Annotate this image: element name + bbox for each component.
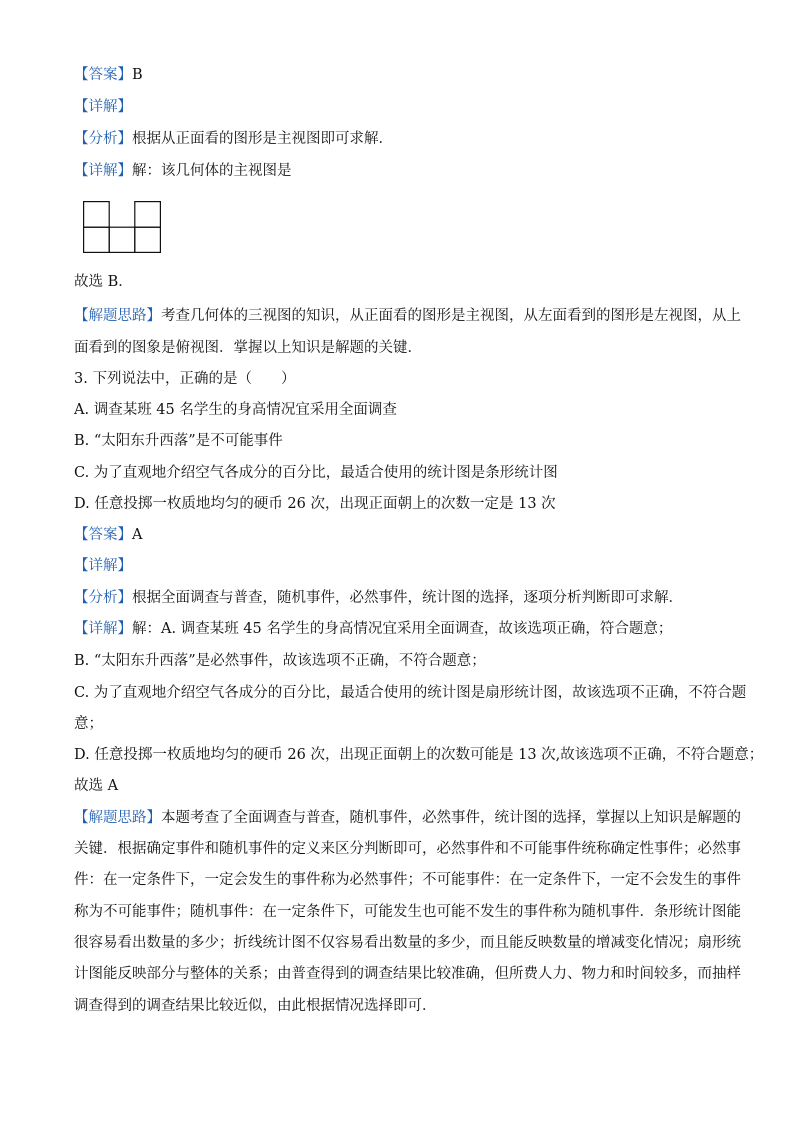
analysis-text: 根据全面调查与普查，随机事件，必然事件，统计图的选择，逐项分析判断即可求解． <box>132 590 683 606</box>
idea-tag: 【解题思路】 <box>74 308 161 324</box>
idea-line-2-0 <box>74 808 741 828</box>
bottom-left-square <box>84 227 110 252</box>
option-d: D. 任意投掷一枚质地均匀的硬币 26 次，出现正面朝上的次数一定是 13 次 <box>74 496 556 512</box>
choice-line-1: 故选 B． <box>74 274 133 290</box>
detail-line-2b: B. “太阳东升西落”是必然事件，故该选项不正确，不符合题意； <box>74 653 486 669</box>
idea-line-2-1: 关键．根据确定事件和随机事件的定义来区分判断即可，必然事件和不可能事件统称确定性事件；必然事 <box>74 841 741 857</box>
analysis-tag: 【分析】 <box>74 590 132 606</box>
question-stem: 3. 下列说法中，正确的是（ ） <box>74 371 296 387</box>
analysis-line-2 <box>74 588 683 608</box>
bottom-middle-square <box>109 227 135 252</box>
answer-line-2 <box>74 525 142 545</box>
choice-line-2: 故选 A <box>74 778 119 794</box>
detail-line-2c: C. 为了直观地介绍空气各成分的百分比，最适合使用的统计图是扇形统计图，故该选项不正确，不符合题 <box>74 685 747 701</box>
option-c: C. 为了直观地介绍空气各成分的百分比，最适合使用的统计图是条形统计图 <box>74 465 558 481</box>
idea-text: 本题考查了全面调查与普查，随机事件，必然事件，统计图的选择，掌握以上知识是解题的 <box>161 810 741 826</box>
detail-tag: 【详解】 <box>74 163 132 179</box>
idea-line-2-5: 计图能反映部分与整体的关系；由普查得到的调查结果比较准确，但所费人力、物力和时间较多，而抽样 <box>74 966 741 982</box>
detail-text: 解：该几何体的主视图是 <box>132 163 292 179</box>
option-a: A. 调查某班 45 名学生的身高情况宜采用全面调查 <box>74 402 397 418</box>
top-right-square <box>135 202 161 228</box>
idea-line-2-3: 称为不可能事件；随机事件：在一定条件下，可能发生也可能不发生的事件称为随机事件．条形统计图能 <box>74 904 741 920</box>
idea-line-2-6: 调查得到的调查结果比较近似，由此根据情况选择即可． <box>74 998 437 1014</box>
detail-line-2d: D. 任意投掷一枚质地均匀的硬币 26 次，出现正面朝上的次数可能是 13 次,故该选项不正确，不符合题意； <box>74 747 764 763</box>
detail-line-2c-cont: 意； <box>74 716 103 732</box>
detail-header: 【详解】 <box>74 558 132 574</box>
detail-text: 解：A. 调查某班 45 名学生的身高情况宜采用全面调查，故该选项正确，符合题意； <box>132 621 673 637</box>
idea-line-2-4: 很容易看出数量的多少；折线统计图不仅容易看出数量的多少，而且能反映数量的增减变化情况；扇形统 <box>74 935 741 951</box>
idea-tag: 【解题思路】 <box>74 810 161 826</box>
idea-line-2-2: 件：在一定条件下，一定会发生的事件称为必然事件；不可能事件：在一定条件下，一定不会发生的事件 <box>74 872 741 888</box>
answer-line-1 <box>74 65 143 85</box>
detail-line-2a <box>74 619 672 639</box>
idea-line-1b: 面看到的图象是俯视图．掌握以上知识是解题的关键． <box>74 340 422 356</box>
answer-value: A <box>132 527 143 543</box>
idea-text: 考查几何体的三视图的知识，从正面看的图形是主视图，从左面看到的图形是左视图，从上 <box>161 308 741 324</box>
detail-tag: 【详解】 <box>74 621 132 637</box>
detail-header: 【详解】 <box>74 99 132 115</box>
top-left-square <box>84 202 110 228</box>
front-view-drawing <box>83 201 161 253</box>
analysis-line-1 <box>74 129 393 149</box>
bottom-right-square <box>135 227 161 252</box>
analysis-text: 根据从正面看的图形是主视图即可求解． <box>132 131 393 147</box>
answer-tag: 【答案】 <box>74 527 132 543</box>
analysis-tag: 【分析】 <box>74 131 132 147</box>
detail-line-1 <box>74 161 292 181</box>
option-b: B. “太阳东升西落”是不可能事件 <box>74 433 283 449</box>
idea-line-1a <box>74 306 741 326</box>
answer-tag: 【答案】 <box>74 67 132 83</box>
answer-value: B <box>132 67 143 83</box>
